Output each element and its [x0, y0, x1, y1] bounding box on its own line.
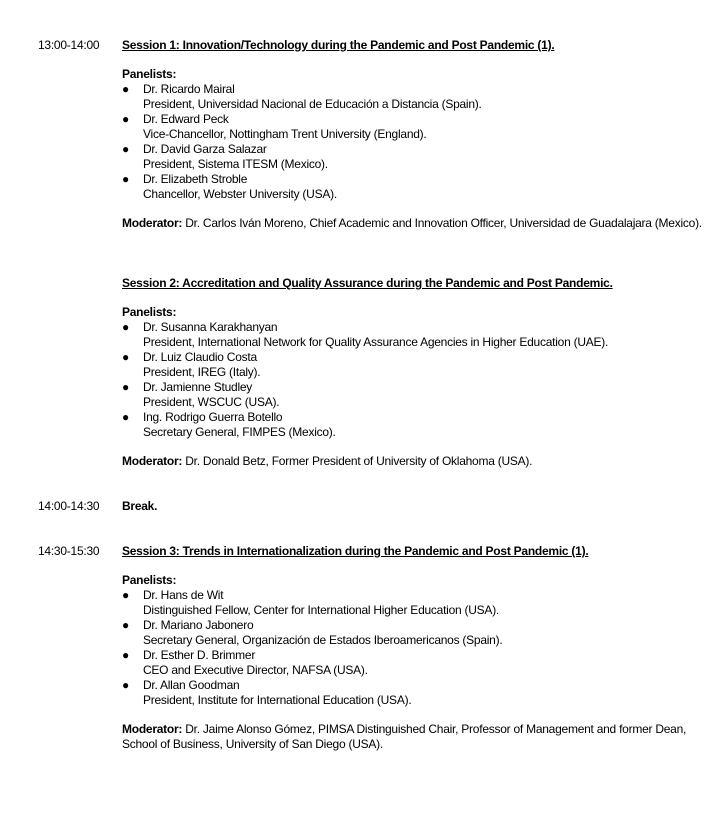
panelist-name: Dr. Allan Goodman [143, 678, 240, 692]
panelist-item [122, 678, 702, 708]
session-3-moderator [122, 722, 702, 752]
session-2-panelists [122, 320, 702, 440]
session-3-panelists [122, 588, 702, 708]
bullet-icon: ● [122, 410, 129, 424]
panelist-name: Dr. David Garza Salazar [143, 142, 267, 156]
session-1-panelists [122, 82, 702, 202]
panelist-name: Dr. Hans de Wit [143, 588, 224, 602]
session-1-panelists-label: Panelists: [122, 67, 177, 81]
panelist-item [122, 380, 702, 410]
panelist-name: Dr. Luiz Claudio Costa [143, 350, 257, 364]
bullet-icon: ● [122, 350, 129, 364]
panelist-name: Dr. Esther D. Brimmer [143, 648, 256, 662]
break-time: 14:00-14:30 [38, 499, 100, 513]
panelist-item [122, 410, 702, 440]
session-3-time: 14:30-15:30 [38, 544, 100, 558]
panelist-item [122, 648, 702, 678]
bullet-icon: ● [122, 588, 129, 602]
panelist-name: Ing. Rodrigo Guerra Botello [143, 410, 283, 424]
panelist-item [122, 142, 702, 172]
bullet-icon: ● [122, 112, 129, 126]
session-3-title: Session 3: Trends in Internationalization during the Pandemic and Post Pandemic (1). [122, 544, 589, 558]
panelist-name: Dr. Susanna Karakhanyan [143, 320, 278, 334]
moderator-text: Dr. Jaime Alonso Gómez, PIMSA Distinguished Chair, Professor of Management and former Dean, School of Business, University of San Diego (USA). [122, 722, 687, 751]
panelist-role: Secretary General, FIMPES (Mexico). [143, 425, 336, 439]
moderator-label: Moderator: [122, 722, 183, 736]
session-2-moderator [122, 454, 702, 469]
panelist-role: Secretary General, Organización de Estados Iberoamericanos (Spain). [143, 633, 503, 647]
bullet-icon: ● [122, 618, 129, 632]
moderator-text: Dr. Carlos Iván Moreno, Chief Academic and Innovation Officer, Universidad de Guadalajara (Mexico). [185, 216, 702, 230]
panelist-role: President, Sistema ITESM (Mexico). [143, 157, 328, 171]
moderator-label: Moderator: [122, 216, 183, 230]
session-1-moderator [122, 216, 702, 231]
panelist-name: Dr. Edward Peck [143, 112, 229, 126]
panelist-item [122, 618, 702, 648]
panelist-role: Chancellor, Webster University (USA). [143, 187, 337, 201]
panelist-item [122, 350, 702, 380]
panelist-name: Dr. Jamienne Studley [143, 380, 253, 394]
panelist-role: President, International Network for Quality Assurance Agencies in Higher Education (UAE). [143, 335, 609, 349]
break-title: Break. [122, 499, 158, 513]
session-2-title: Session 2: Accreditation and Quality Assurance during the Pandemic and Post Pandemic. [122, 276, 613, 290]
session-1-time: 13:00-14:00 [38, 38, 100, 52]
bullet-icon: ● [122, 320, 129, 334]
panelist-item [122, 82, 702, 112]
panelist-role: Distinguished Fellow, Center for International Higher Education (USA). [143, 603, 500, 617]
panelist-name: Dr. Elizabeth Stroble [143, 172, 248, 186]
panelist-role: CEO and Executive Director, NAFSA (USA). [143, 663, 368, 677]
panelist-role: President, IREG (Italy). [143, 365, 261, 379]
moderator-text: Dr. Donald Betz, Former President of University of Oklahoma (USA). [185, 454, 533, 468]
session-1-title: Session 1: Innovation/Technology during the Pandemic and Post Pandemic (1). [122, 38, 555, 52]
panelist-item [122, 588, 702, 618]
session-2-panelists-label: Panelists: [122, 305, 177, 319]
session-3-panelists-label: Panelists: [122, 573, 177, 587]
bullet-icon: ● [122, 142, 129, 156]
bullet-icon: ● [122, 380, 129, 394]
panelist-item [122, 112, 702, 142]
moderator-label: Moderator: [122, 454, 183, 468]
panelist-item [122, 320, 702, 350]
bullet-icon: ● [122, 678, 129, 692]
bullet-icon: ● [122, 172, 129, 186]
panelist-name: Dr. Ricardo Mairal [143, 82, 235, 96]
panelist-role: President, WSCUC (USA). [143, 395, 280, 409]
panelist-role: Vice-Chancellor, Nottingham Trent University (England). [143, 127, 427, 141]
bullet-icon: ● [122, 82, 129, 96]
panelist-item [122, 172, 702, 202]
panelist-role: President, Institute for International Education (USA). [143, 693, 412, 707]
bullet-icon: ● [122, 648, 129, 662]
panelist-name: Dr. Mariano Jabonero [143, 618, 254, 632]
panelist-role: President, Universidad Nacional de Educación a Distancia (Spain). [143, 97, 482, 111]
